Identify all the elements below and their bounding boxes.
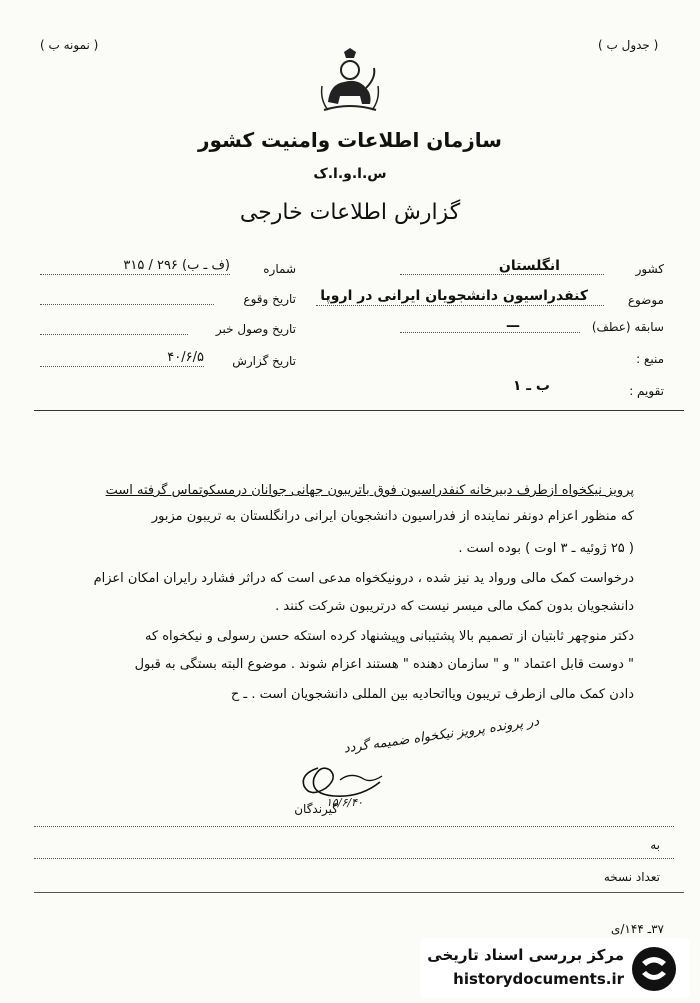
country-value: انگلستان <box>498 258 560 274</box>
body-line-4: درخواست کمک مالی ورواد ید نیز شده ، درونیکخواه مدعی است که دراثر فشارد رایران امکان اعزام <box>93 571 634 586</box>
body-line-7: " دوست قابل اعتماد " و " سازمان دهنده " هستند اعزام شوند . موضوع البته بستگی به قبول <box>134 657 634 672</box>
report-date-label: تاریخ گزارش <box>232 354 296 368</box>
receipt-date-label: تاریخ وصول خبر <box>215 322 296 336</box>
number-value: (ف ـ ب) ۲۹۶ / ۳۱۵ <box>123 258 230 273</box>
body-line-5: دانشجویان بدون کمک مالی میسر نیست که درتریبون شرکت کنند . <box>275 599 634 614</box>
footer-dotline-2 <box>34 858 674 859</box>
background-label: سابقه (عطف) <box>591 320 664 334</box>
event-date-label: تاریخ وقوع <box>243 292 296 306</box>
body-line-2: که منظور اعزام دونفر نماینده از فدراسیون دانشجویان ایرانی درانگلستان به تریبون مزبور <box>151 509 634 524</box>
receipt-date-dotline <box>40 334 188 335</box>
footer-dotline-1 <box>34 826 674 827</box>
source-label: منبع : <box>636 352 664 366</box>
organization-title: سازمان اطلاعات وامنیت کشور <box>198 128 502 152</box>
body-line-3: ( ۲۵ ژوئیه ـ ۳ اوت ) بوده است . <box>458 541 634 556</box>
watermark-title: مرکز بررسی اسناد تاریخی <box>427 946 624 964</box>
copies-label: تعداد نسخه <box>603 870 660 884</box>
lion-and-sun-emblem-icon <box>318 48 382 118</box>
report-date-value: ۴۰/۶/۵ <box>167 350 204 365</box>
handwritten-annotation: در پرونده پرویز نیکخواه ضمیمه گردد <box>342 714 541 757</box>
country-dotline <box>400 274 604 275</box>
watermark-url: historydocuments.ir <box>453 970 624 988</box>
to-label: به <box>650 838 660 852</box>
archive-code: ۳۷ـ ۱۴۴/ی <box>610 922 664 936</box>
subject-dotline <box>316 305 604 306</box>
handwritten-date: ۱۵/۶/۴۰ <box>326 796 363 809</box>
body-line-6: دکتر منوچهر ثابتیان از تصمیم بالا پشتیبانی وپیشنهاد کرده استکه حسن رسولی و نیکخواه که <box>144 629 634 644</box>
subject-label: موضوع <box>627 293 664 307</box>
recipients-label: گیرندگان <box>294 802 338 816</box>
form-table-label: ( جدول ب ) <box>598 38 659 52</box>
body-line-1: پرویز نیکخواه ازطرف دبیرخانه کنفدراسیون فوق باتریبون جهانی جوانان درمسکوتماس گرفته است <box>105 483 634 498</box>
report-title: گزارش اطلاعات خارجی <box>239 200 461 225</box>
organization-code: س.ا.و.ا.ک <box>313 166 387 182</box>
evaluation-label: تقویم : <box>629 384 664 398</box>
event-date-dotline <box>40 304 214 305</box>
archive-logo-icon <box>628 944 680 994</box>
number-label: شماره <box>263 262 296 276</box>
header-divider <box>34 410 684 411</box>
evaluation-value: ب ـ ۱ <box>512 378 550 394</box>
form-sample-label: ( نمونه ب ) <box>40 38 99 52</box>
background-value: — <box>506 318 520 334</box>
report-date-dotline <box>40 366 204 367</box>
footer-divider <box>34 892 684 893</box>
body-line-8: دادن کمک مالی ازطرف تریبون ویااتحادیه بین المللی دانشجویان است . ـ ح <box>230 687 634 702</box>
number-dotline <box>40 274 230 275</box>
subject-value: کنفدراسیون دانشجویان ایرانی در اروپا <box>320 288 588 304</box>
country-label: کشور <box>635 262 664 276</box>
